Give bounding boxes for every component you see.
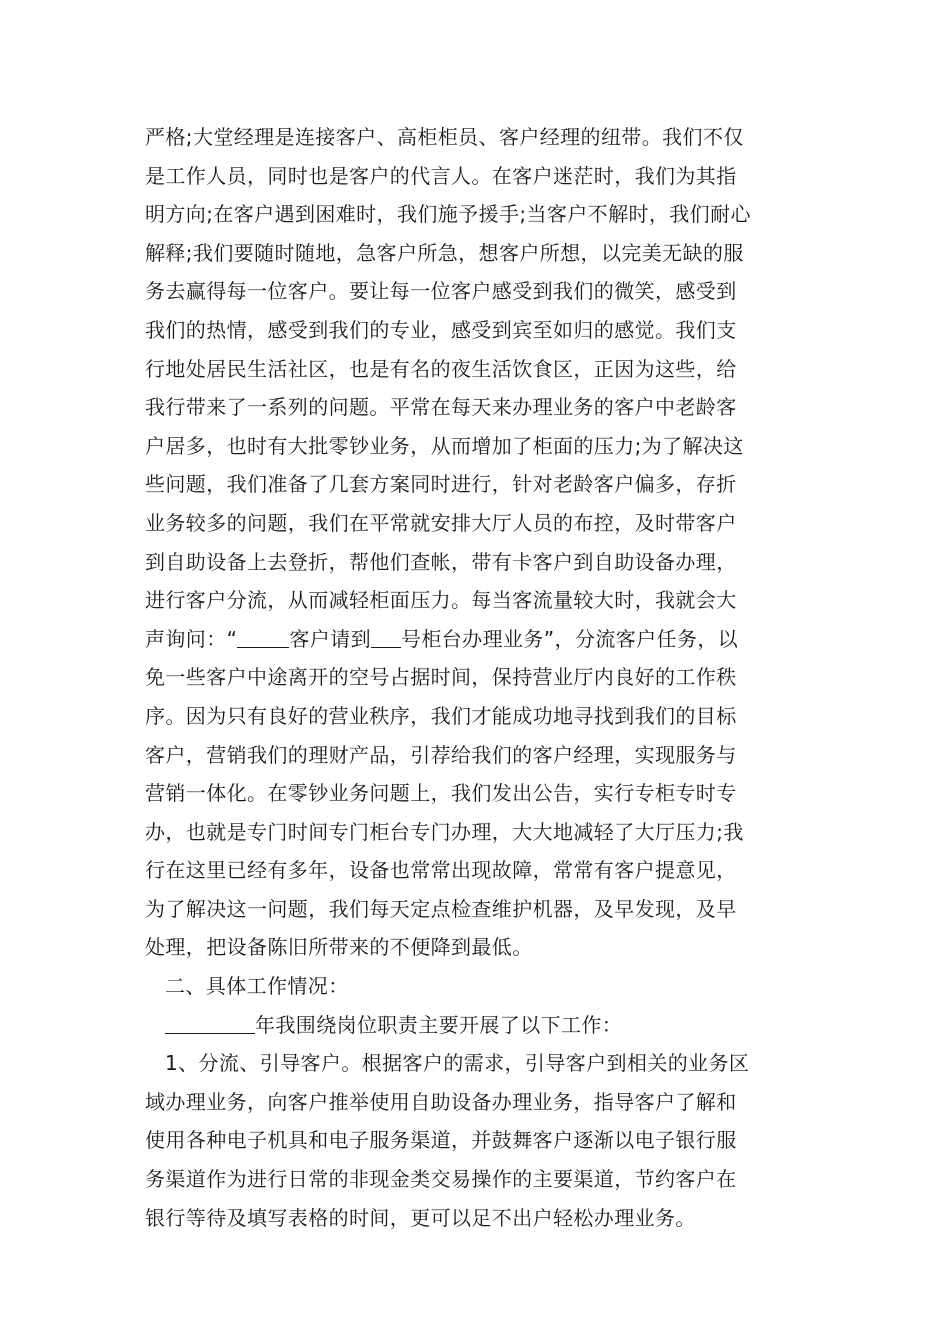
quote-line bbox=[145, 620, 808, 659]
text-line: 是工作人员，同时也是客户的代言人。在客户迷茫时，我们为其指 bbox=[145, 163, 737, 188]
text-line: 免一些客户中途离开的空号占据时间，保持营业厅内良好的工作秩 bbox=[145, 665, 737, 690]
text-line: 处理，把设备陈旧所带来的不便降到最低。 bbox=[145, 935, 533, 960]
text-line: 为了解决这一问题，我们每天定点检查维护机器，及早发现，及早 bbox=[145, 896, 737, 921]
text-line: 严格;大堂经理是连接客户、高柜柜员、客户经理的纽带。我们不仅 bbox=[145, 125, 744, 149]
item-line: 1、分流、引导客户。根据客户的需求，引导客户到相关的业务区 bbox=[165, 1051, 750, 1076]
section-heading: 二、具体工作情况： bbox=[165, 974, 349, 999]
fill-blank bbox=[165, 1011, 255, 1034]
text-line: 我们的热情，感受到我们的专业，感受到宾至如归的感觉。我们支 bbox=[145, 317, 737, 342]
text-line: 行在这里已经有多年，设备也常常出现故障，常常有客户提意见， bbox=[145, 858, 737, 883]
document-body bbox=[145, 118, 808, 1237]
quote-prefix: 声询问：“ bbox=[145, 626, 238, 651]
year-line-text: 年我围绕岗位职责主要开展了以下工作： bbox=[255, 1012, 623, 1037]
quote-suffix: 号柜台办理业务”，分流客户任务，以 bbox=[400, 626, 739, 651]
text-line: 业务较多的问题，我们在平常就安排大厅人员的布控，及时带客户 bbox=[145, 510, 737, 535]
item-line: 银行等待及填写表格的时间，更可以足不出户轻松办理业务。 bbox=[145, 1205, 696, 1230]
item-line: 务渠道作为进行日常的非现金类交易操作的主要渠道，节约客户在 bbox=[145, 1167, 737, 1192]
item-line: 使用各种电子机具和电子服务渠道，并鼓舞客户逐渐以电子银行服 bbox=[145, 1128, 737, 1153]
text-line: 办，也就是专门时间专门柜台专门办理，大大地减轻了大厅压力;我 bbox=[145, 819, 744, 844]
year-line bbox=[145, 1006, 808, 1045]
text-line: 到自助设备上去登折，帮他们查帐，带有卡客户到自助设备办理， bbox=[145, 549, 737, 574]
quote-mid: 客户请到 bbox=[289, 626, 371, 651]
fill-blank bbox=[237, 625, 289, 648]
text-line: 明方向;在客户遇到困难时，我们施予援手;当客户不解时，我们耐心 bbox=[145, 202, 751, 227]
text-line: 些问题，我们准备了几套方案同时进行，针对老龄客户偏多，存折 bbox=[145, 472, 737, 497]
text-line: 解释;我们要随时随地，急客户所急，想客户所想，以完美无缺的服 bbox=[145, 240, 744, 265]
fill-blank bbox=[371, 625, 401, 648]
text-line: 我行带来了一系列的问题。平常在每天来办理业务的客户中老龄客 bbox=[145, 395, 737, 420]
text-line: 行地处居民生活社区，也是有名的夜生活饮食区，正因为这些，给 bbox=[145, 356, 737, 381]
text-line: 客户，营销我们的理财产品，引荐给我们的客户经理，实现服务与 bbox=[145, 742, 737, 767]
item-line: 域办理业务，向客户推举使用自助设备办理业务，指导客户了解和 bbox=[145, 1089, 737, 1114]
text-line: 户居多，也时有大批零钞业务，从而增加了柜面的压力;为了解决这 bbox=[145, 433, 744, 458]
text-line: 务去赢得每一位客户。要让每一位客户感受到我们的微笑，感受到 bbox=[145, 279, 737, 304]
text-line: 进行客户分流，从而减轻柜面压力。每当客流量较大时，我就会大 bbox=[145, 588, 737, 613]
text-line: 序。因为只有良好的营业秩序，我们才能成功地寻找到我们的目标 bbox=[145, 703, 737, 728]
text-line: 营销一体化。在零钞业务问题上，我们发出公告，实行专柜专时专 bbox=[145, 781, 737, 806]
